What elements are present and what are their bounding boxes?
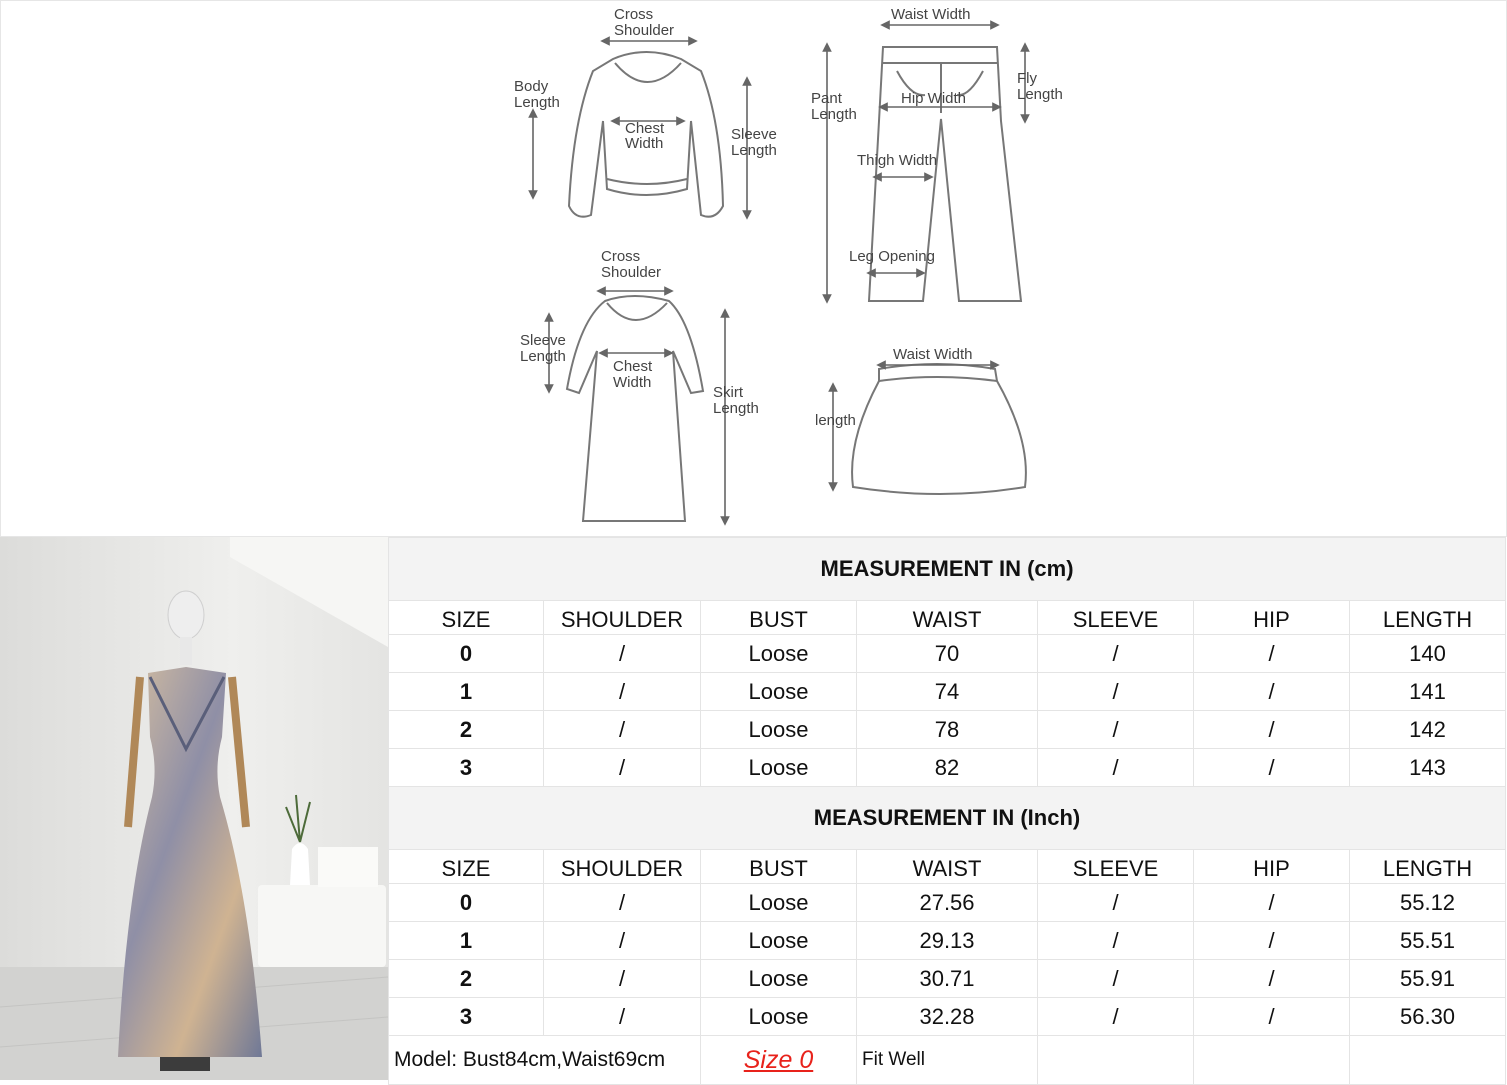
table-cell: Loose <box>701 635 857 673</box>
top-cross-shoulder-label-1: Cross <box>614 6 654 23</box>
table-cell: 141 <box>1350 673 1506 711</box>
pants-thigh-width-label: Thigh Width <box>857 152 938 169</box>
pants-leg-opening-label: Leg Opening <box>849 248 935 265</box>
table-cell: / <box>1194 711 1350 749</box>
table-cell: / <box>1194 884 1350 922</box>
dress-sketch <box>567 296 703 521</box>
column-header: LENGTH <box>1350 850 1506 884</box>
table-cell: 143 <box>1350 749 1506 787</box>
table-cell: / <box>1194 749 1350 787</box>
table-cell: / <box>1038 922 1194 960</box>
pants-waist-width-label: Waist Width <box>891 6 971 23</box>
column-header: SHOULDER <box>544 601 701 635</box>
mannequin-dress-image <box>0 537 388 1080</box>
column-header: WAIST <box>857 850 1038 884</box>
table-row <box>389 922 1506 960</box>
top-body-length-label-2: Length <box>514 94 560 111</box>
skirt-length-label: length <box>815 412 856 429</box>
table-row <box>389 635 1506 673</box>
cm_table-title-row <box>389 538 1506 601</box>
table-cell: Loose <box>701 673 857 711</box>
table-cell: / <box>1194 922 1350 960</box>
table-row <box>389 749 1506 787</box>
top-body-length-label-1: Body <box>514 78 549 95</box>
top-cross-shoulder-label-2: Shoulder <box>614 22 675 39</box>
table-cell: Loose <box>701 998 857 1036</box>
column-header: HIP <box>1194 850 1350 884</box>
table-cell: / <box>1194 673 1350 711</box>
pants-hip-width-label: Hip Width <box>901 90 967 107</box>
pants-fly-length-label-2: Length <box>1017 86 1063 103</box>
inch_table-header-row <box>389 850 1506 884</box>
column-header: SHOULDER <box>544 850 701 884</box>
table-cell: 0 <box>389 635 544 673</box>
table-cell: 140 <box>1350 635 1506 673</box>
skirt-sketch <box>852 364 1026 494</box>
table-cell: 29.13 <box>857 922 1038 960</box>
table-cell: 3 <box>389 998 544 1036</box>
table-cell: 74 <box>857 673 1038 711</box>
table-cell: Loose <box>701 749 857 787</box>
table-cell: 55.12 <box>1350 884 1506 922</box>
column-header: SIZE <box>389 850 544 884</box>
table-row <box>389 673 1506 711</box>
top-sleeve-length-label-1: Sleeve <box>731 126 777 143</box>
table-cell: / <box>1194 960 1350 998</box>
model-measurements: Model: Bust84cm,Waist69cm <box>389 1036 701 1085</box>
table-row <box>389 711 1506 749</box>
table-row <box>389 960 1506 998</box>
skirt-waist-width-label: Waist Width <box>893 346 973 363</box>
cm_table-title: MEASUREMENT IN (cm) <box>389 538 1506 601</box>
table-cell: 1 <box>389 922 544 960</box>
table-cell: / <box>544 711 701 749</box>
empty-cell <box>1038 1036 1194 1085</box>
table-cell: Loose <box>701 922 857 960</box>
table-cell: 30.71 <box>857 960 1038 998</box>
column-header: SLEEVE <box>1038 850 1194 884</box>
table-cell: / <box>1038 711 1194 749</box>
table-cell: / <box>544 673 701 711</box>
dress-skirt-length-label-1: Skirt <box>713 384 743 401</box>
table-row <box>389 998 1506 1036</box>
size-chart-body <box>389 538 1506 1085</box>
fit-note: Fit Well <box>857 1036 1038 1085</box>
table-cell: / <box>1194 635 1350 673</box>
table-cell: / <box>1194 998 1350 1036</box>
table-cell: / <box>1038 635 1194 673</box>
cm_table-header-row <box>389 601 1506 635</box>
column-header: LENGTH <box>1350 601 1506 635</box>
table-cell: / <box>1038 998 1194 1036</box>
model-size: Size 0 <box>701 1036 857 1085</box>
table-cell: 3 <box>389 749 544 787</box>
column-header: WAIST <box>857 601 1038 635</box>
table-cell: / <box>1038 884 1194 922</box>
table-cell: 2 <box>389 711 544 749</box>
empty-cell <box>1350 1036 1506 1085</box>
table-cell: Loose <box>701 960 857 998</box>
top-chest-width-label-2: Width <box>625 135 664 152</box>
garment-sketches <box>1 1 1507 538</box>
table-cell: / <box>544 635 701 673</box>
table-cell: 55.51 <box>1350 922 1506 960</box>
pants-pant-length-label-1: Pant <box>811 90 842 107</box>
table-cell: / <box>544 922 701 960</box>
top-sleeve-length-label-2: Length <box>731 142 777 159</box>
dress-cross-shoulder-label-1: Cross <box>601 248 641 265</box>
column-header: SLEEVE <box>1038 601 1194 635</box>
table-cell: 142 <box>1350 711 1506 749</box>
pants-pant-length-label-2: Length <box>811 106 857 123</box>
column-header: HIP <box>1194 601 1350 635</box>
column-header: BUST <box>701 850 857 884</box>
table-cell: 55.91 <box>1350 960 1506 998</box>
table-cell: 82 <box>857 749 1038 787</box>
table-cell: 1 <box>389 673 544 711</box>
inch_table-title-row <box>389 787 1506 850</box>
table-cell: / <box>544 749 701 787</box>
empty-cell <box>1194 1036 1350 1085</box>
table-cell: / <box>544 998 701 1036</box>
table-cell: 0 <box>389 884 544 922</box>
table-cell: / <box>1038 673 1194 711</box>
size-chart-table <box>388 537 1506 1085</box>
dress-chest-width-label-2: Width <box>613 374 652 391</box>
inch_table-title: MEASUREMENT IN (Inch) <box>389 787 1506 850</box>
top-chest-width-label-1: Chest <box>625 120 665 137</box>
table-cell: / <box>1038 749 1194 787</box>
dress-sleeve-length-label-1: Sleeve <box>520 332 566 349</box>
dress-skirt-length-label-2: Length <box>713 400 759 417</box>
table-cell: 78 <box>857 711 1038 749</box>
footer-row <box>389 1036 1506 1085</box>
table-cell: / <box>1038 960 1194 998</box>
table-row <box>389 884 1506 922</box>
dress-sleeve-length-label-2: Length <box>520 348 566 365</box>
table-cell: Loose <box>701 711 857 749</box>
model-photo <box>0 537 388 1080</box>
table-cell: 70 <box>857 635 1038 673</box>
table-cell: / <box>544 960 701 998</box>
measurement-diagrams <box>0 0 1507 537</box>
table-cell: 56.30 <box>1350 998 1506 1036</box>
pants-fly-length-label-1: Fly <box>1017 70 1037 87</box>
column-header: SIZE <box>389 601 544 635</box>
table-cell: Loose <box>701 884 857 922</box>
column-header: BUST <box>701 601 857 635</box>
table-cell: 32.28 <box>857 998 1038 1036</box>
table-cell: 27.56 <box>857 884 1038 922</box>
dress-cross-shoulder-label-2: Shoulder <box>601 264 662 281</box>
size-chart <box>388 537 1507 1080</box>
table-cell: / <box>544 884 701 922</box>
dress-chest-width-label-1: Chest <box>613 358 653 375</box>
table-cell: 2 <box>389 960 544 998</box>
